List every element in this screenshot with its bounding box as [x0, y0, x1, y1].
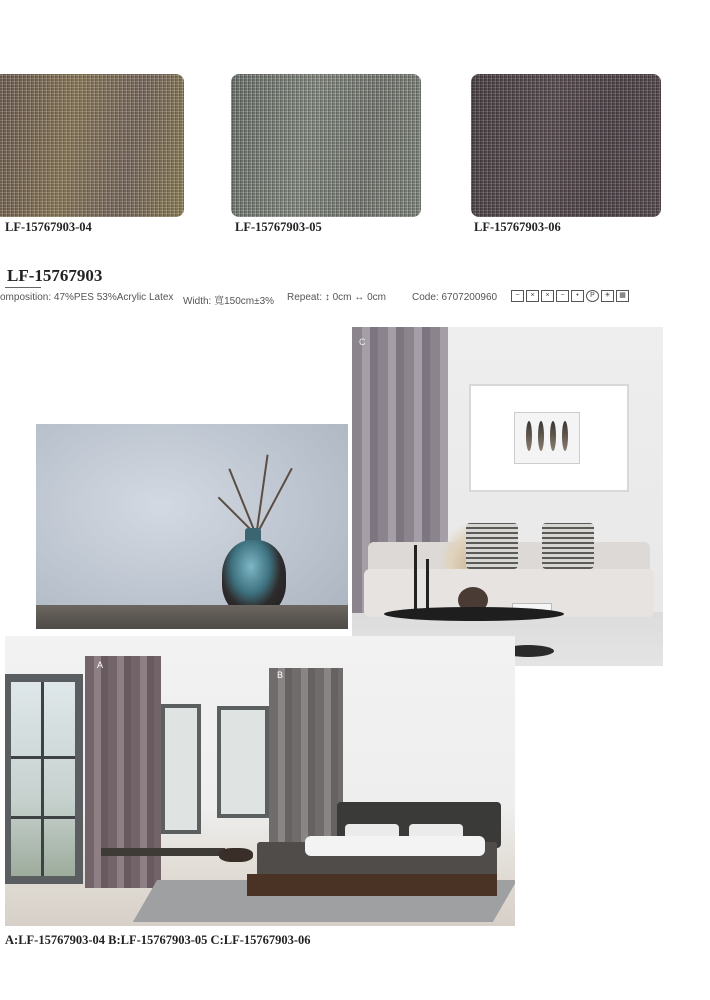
rubfast-icon: ▦	[616, 290, 629, 302]
photo-caption: A:LF-15767903-04 B:LF-15767903-05 C:LF-15767903-06	[5, 933, 311, 947]
dry-flat-icon: −	[556, 290, 569, 302]
vase-photo	[36, 424, 348, 629]
bed-frame	[247, 874, 497, 896]
swatch-06	[471, 74, 661, 217]
photo-tag-b: B	[277, 670, 284, 680]
width-text: Width: 寬150cm±3%	[183, 296, 275, 307]
title-underline	[5, 287, 41, 288]
swatch-code-06: LF-15767903-06	[474, 220, 561, 234]
repeat-horizontal-value: 0cm	[367, 292, 386, 303]
dry-branch	[256, 455, 268, 530]
repeat-spec	[287, 292, 386, 303]
product-title: LF-15767903	[7, 266, 103, 285]
swatch-code-05: LF-15767903-05	[235, 220, 322, 234]
window-mullion	[11, 756, 75, 759]
photo-tag-c: C	[359, 337, 366, 347]
coffee-table	[384, 607, 564, 621]
wash-icon: ~	[511, 290, 524, 302]
pouf	[219, 848, 253, 862]
lightfast-icon: ☀	[601, 290, 614, 302]
bench	[101, 848, 225, 856]
window-frame	[217, 706, 269, 818]
repeat-label: Repeat:	[287, 292, 323, 303]
candlestick	[426, 559, 429, 611]
wooden-table	[36, 605, 348, 629]
feather-shape	[526, 421, 532, 451]
feather-shape	[550, 421, 556, 451]
bedroom-photo	[5, 636, 515, 926]
horizontal-arrow-icon: ↔	[354, 292, 365, 303]
repeat-vertical-value: 0cm	[332, 292, 352, 303]
iron-icon: •	[571, 290, 584, 302]
dry-clean-p-icon: P	[586, 290, 599, 302]
no-bleach-icon: ×	[526, 290, 539, 302]
composition-text: omposition: 47%PES 53%Acrylic Latex	[0, 292, 174, 303]
living-room-photo-c	[352, 327, 663, 666]
candlestick	[414, 545, 417, 609]
code-text: Code: 6707200960	[412, 292, 498, 303]
feather-shape	[562, 421, 568, 451]
swatch-04	[0, 74, 184, 217]
window-mullion	[41, 682, 44, 876]
bed-throw	[305, 836, 485, 856]
vertical-arrow-icon: ↕	[324, 292, 330, 303]
photo-tag-a: A	[97, 660, 104, 670]
window-mullion	[11, 816, 75, 819]
window-frame	[161, 704, 201, 834]
swatch-05	[231, 74, 421, 217]
swatch-code-04: LF-15767903-04	[5, 220, 92, 234]
feather-art	[514, 412, 580, 464]
cushion	[466, 523, 518, 569]
no-tumble-dry-icon: ×	[541, 290, 554, 302]
care-icons	[511, 290, 629, 302]
cushion	[542, 523, 594, 569]
feather-shape	[538, 421, 544, 451]
